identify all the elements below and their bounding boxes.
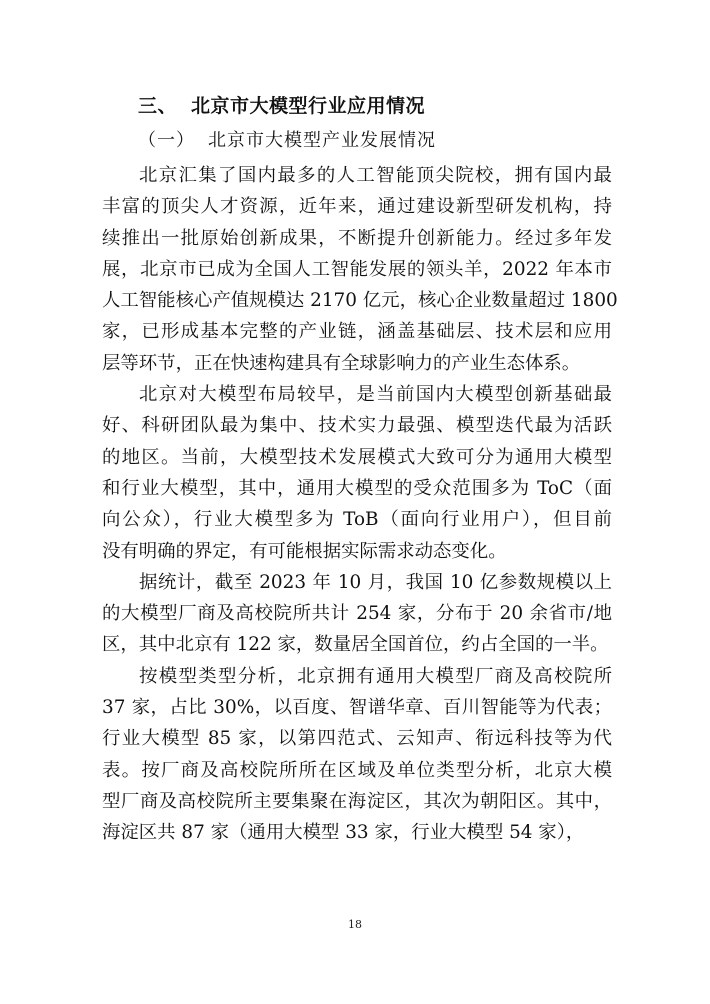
section-number: 三、 (138, 95, 178, 117)
paragraph (102, 661, 612, 849)
subsection-heading (138, 128, 436, 154)
paragraph-line: 和行业大模型，其中，通用大模型的受众范围多为 ToC（面 (102, 477, 612, 499)
paragraph-line: 向公众），行业大模型多为 ToB（面向行业用户），但目前 (102, 509, 612, 531)
paragraph-line: 据统计，截至 2023 年 10 月，我国 10 亿参数规模以上 (139, 571, 612, 593)
paragraph-line: 人工智能核心产值规模达 2170 亿元，核心企业数量超过 1800 (102, 290, 618, 312)
paragraph-line: 行业大模型 85 家，以第四范式、云知声、衔远科技等为代 (102, 728, 612, 750)
paragraph-line: 丰富的顶尖人才资源，近年来，通过建设新型研发机构，持 (102, 196, 612, 218)
section-title: 北京市大模型行业应用情况 (191, 95, 426, 117)
section-heading (138, 93, 425, 119)
paragraph (102, 379, 612, 567)
paragraph-line: 展，北京市已成为全国人工智能发展的领头羊，2022 年本市 (102, 258, 612, 280)
paragraph-line: 型厂商及高校院所主要集聚在海淀区，其次为朝阳区。其中， (102, 790, 612, 812)
paragraph (102, 160, 618, 379)
paragraph-line: 北京汇集了国内最多的人工智能顶尖院校，拥有国内最 (139, 165, 612, 186)
paragraph-line: 的大模型厂商及高校院所共计 254 家，分布于 20 余省市/地 (102, 603, 612, 625)
paragraph-line: 层等环节，正在快速构建具有全球影响力的产业生态体系。 (102, 352, 581, 374)
subsection-title: 北京市大模型产业发展情况 (208, 130, 436, 151)
paragraph-line: 区，其中北京有 122 家，数量居全国首位，约占全国的一半。 (102, 634, 609, 656)
paragraph-line: 北京对大模型布局较早，是当前国内大模型创新基础最 (139, 384, 612, 406)
paragraph-line: 的地区。当前，大模型技术发展模式大致可分为通用大模型 (102, 446, 612, 468)
body-text (102, 160, 618, 849)
paragraph-line: 家，已形成基本完整的产业链，涵盖基础层、技术层和应用 (102, 321, 612, 343)
paragraph-line: 按模型类型分析，北京拥有通用大模型厂商及高校院所 (139, 665, 612, 687)
paragraph-line: 表。按厂商及高校院所所在区域及单位类型分析，北京大模 (102, 759, 612, 781)
subsection-number: （一） (138, 130, 195, 151)
paragraph-line: 续推出一批原始创新成果，不断提升创新能力。经过多年发 (102, 227, 612, 249)
paragraph-line: 没有明确的界定，有可能根据实际需求动态变化。 (102, 540, 507, 562)
paragraph-line: 好、科研团队最为集中、技术实力最强、模型迭代最为活跃 (102, 415, 612, 437)
paragraph-line: 海淀区共 87 家（通用大模型 33 家，行业大模型 54 家）， (102, 822, 585, 844)
paragraph (102, 567, 612, 661)
paragraph-line: 37 家，占比 30%，以百度、智谱华章、百川智能等为代表； (102, 697, 612, 719)
page-number: 18 (348, 918, 362, 931)
